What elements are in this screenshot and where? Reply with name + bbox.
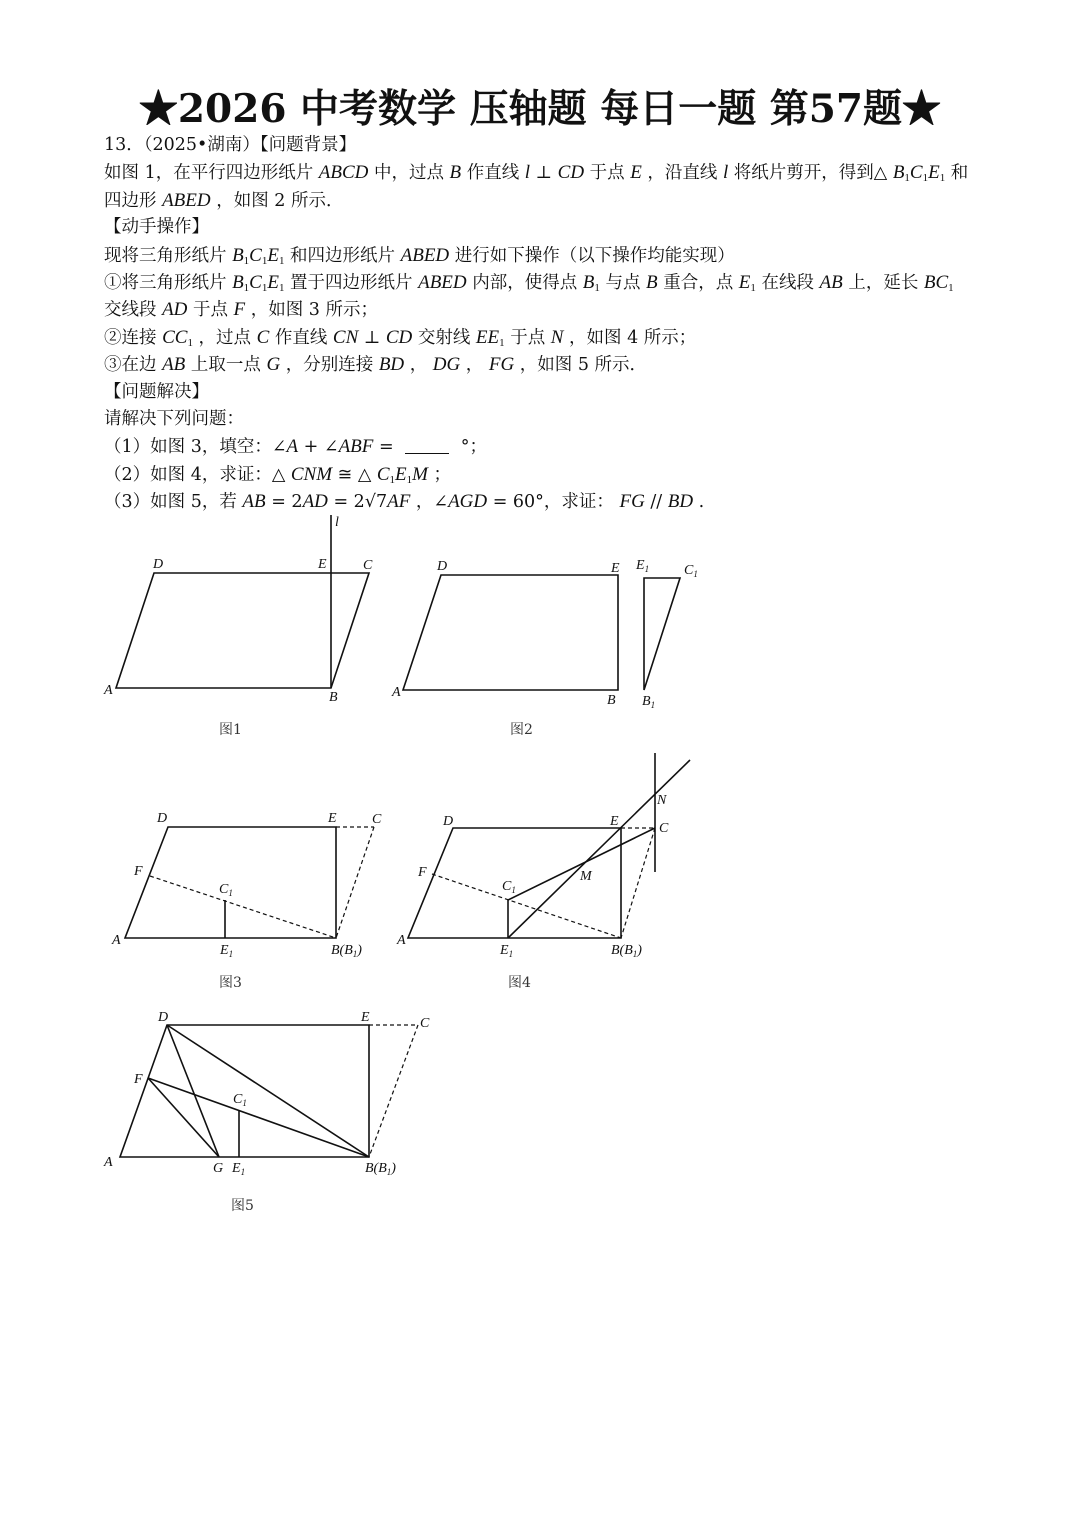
question-2: （2）如图 4，求证：△ CNM ≅ △ $C_1E_1M$ ； [104, 463, 452, 486]
fig5-label-C: C [420, 1016, 430, 1031]
fig5-segment-DG [167, 1025, 219, 1157]
fig4-label-E1: $E_1$ [500, 943, 514, 959]
fig5-caption: 图5 [231, 1198, 254, 1214]
operation-step-2: ②连接 $CC_1$ ，过点 C 作直线 CN ⊥ CD 交射线 $EE_1$ 于点 N ，如图 4 所示； [104, 326, 697, 349]
fig2-label-E: E [611, 561, 620, 576]
fig5-quadrilateral [120, 1025, 369, 1157]
fig4-label-B: $B(B_1)$ [611, 943, 642, 959]
figure-5 [103, 1010, 430, 1214]
page-title: ★2026 中考数学 压轴题 每日一题 第57题★ [138, 86, 942, 132]
fig5-label-A: A [104, 1155, 113, 1170]
problem-header: 13．（2025•湖南）【问题背景】 [104, 135, 357, 155]
fig4-label-M: M [580, 869, 592, 884]
fig5-dash-CB [369, 1025, 418, 1157]
fig3-label-B: $B(B_1)$ [331, 943, 362, 959]
fig1-label-A: A [104, 683, 113, 698]
fig4-segment-C1C [508, 828, 655, 900]
fig4-label-N: N [657, 793, 667, 808]
solve-header: 【问题解决】 [104, 381, 209, 402]
background-line-2: 四边形 ABED ，如图 2 所示． [104, 189, 344, 211]
question-1: （1）如图 3，填空：∠A + ∠ABF = °； [104, 436, 488, 458]
question-3: （3）如图 5，若 AB = 2AD = 2√7AF ，∠AGD = 60°，求证： FG // BD . [104, 491, 705, 513]
fig1-label-l: l [335, 515, 339, 530]
fig3-dash-FB [150, 876, 336, 938]
fig2-quadrilateral [403, 575, 618, 690]
operation-line-1: 现将三角形纸片 $B_1C_1E_1$ 和四边形纸片 ABED 进行如下操作（以下操作均能实现） [104, 244, 735, 267]
solve-intro: 请解决下列问题： [104, 408, 244, 429]
fig4-label-E: E [610, 814, 619, 829]
fig5-label-E1: $E_1$ [232, 1161, 246, 1177]
fig2-label-A: A [392, 685, 401, 700]
figure-2 [391, 558, 698, 738]
fig4-label-D: D [443, 814, 454, 829]
fig3-label-C: C [372, 812, 382, 827]
fig4-dash-FB [432, 874, 621, 938]
fig3-caption: 图3 [219, 975, 242, 991]
fig5-segment-DB [167, 1025, 369, 1157]
fig5-label-G: G [213, 1161, 224, 1176]
fig5-segment-FB [148, 1078, 369, 1157]
fig2-label-E1: $E_1$ [636, 558, 650, 574]
fig4-dash-CB [621, 828, 655, 938]
fig5-label-C1: $C_1$ [233, 1092, 247, 1108]
fig1-label-D: D [153, 557, 164, 572]
operation-step-1: ①将三角形纸片 $B_1C_1E_1$ 置于四边形纸片 ABED 内部，使得点 $B_1$ 与点 B 重合，点 $E_1$ 在线段 AB 上，延长 $BC_1$ [104, 271, 954, 294]
fig3-label-F: F [134, 864, 143, 879]
fig2-label-B: B [607, 693, 616, 708]
fig4-ray-E1E [508, 760, 690, 938]
fig3-label-C1: $C_1$ [219, 882, 233, 898]
fig4-caption: 图4 [508, 975, 531, 991]
fig4-label-F: F [418, 865, 427, 880]
fig2-label-C1: $C_1$ [684, 563, 698, 579]
fig1-label-E: E [318, 557, 327, 572]
fig3-label-E1: $E_1$ [220, 943, 234, 959]
fig3-label-A: A [112, 933, 121, 948]
fig4-label-C1: $C_1$ [502, 879, 516, 895]
fig1-label-C: C [363, 558, 373, 573]
fig4-label-A: A [397, 933, 406, 948]
figure-1 [103, 515, 373, 738]
fig3-label-D: D [157, 811, 168, 826]
fig2-label-D: D [437, 559, 448, 574]
operation-header: 【动手操作】 [104, 217, 209, 238]
fig2-label-B1: $B_1$ [642, 694, 656, 710]
fig5-label-B: $B(B_1)$ [365, 1161, 396, 1177]
background-line-1: 如图 1，在平行四边形纸片 ABCD 中，过点 B 作直线 l ⊥ CD 于点 E ，沿直线 l 将纸片剪开，得到△ $B_1C_1E_1$ 和 [104, 162, 969, 185]
operation-step-3: ③在边 AB 上取一点 G ，分别连接 BD ， DG ， FG ，如图 5 所示． [104, 354, 648, 376]
fig3-quadrilateral [125, 827, 336, 938]
fig5-label-D: D [158, 1010, 169, 1025]
fig1-label-B: B [329, 690, 338, 705]
figure-4 [396, 753, 690, 991]
fig4-label-C: C [659, 821, 669, 836]
fig2-caption: 图2 [510, 722, 533, 738]
fig2-triangle [644, 578, 680, 690]
fig5-label-E: E [361, 1010, 370, 1025]
fig1-caption: 图1 [219, 722, 242, 738]
fig5-label-F: F [134, 1072, 143, 1087]
fig3-label-E: E [328, 811, 337, 826]
operation-step-1b: 交线段 AD 于点 F ，如图 3 所示； [104, 299, 378, 321]
fig3-dash-CB [336, 827, 374, 938]
figure-3 [111, 811, 382, 991]
